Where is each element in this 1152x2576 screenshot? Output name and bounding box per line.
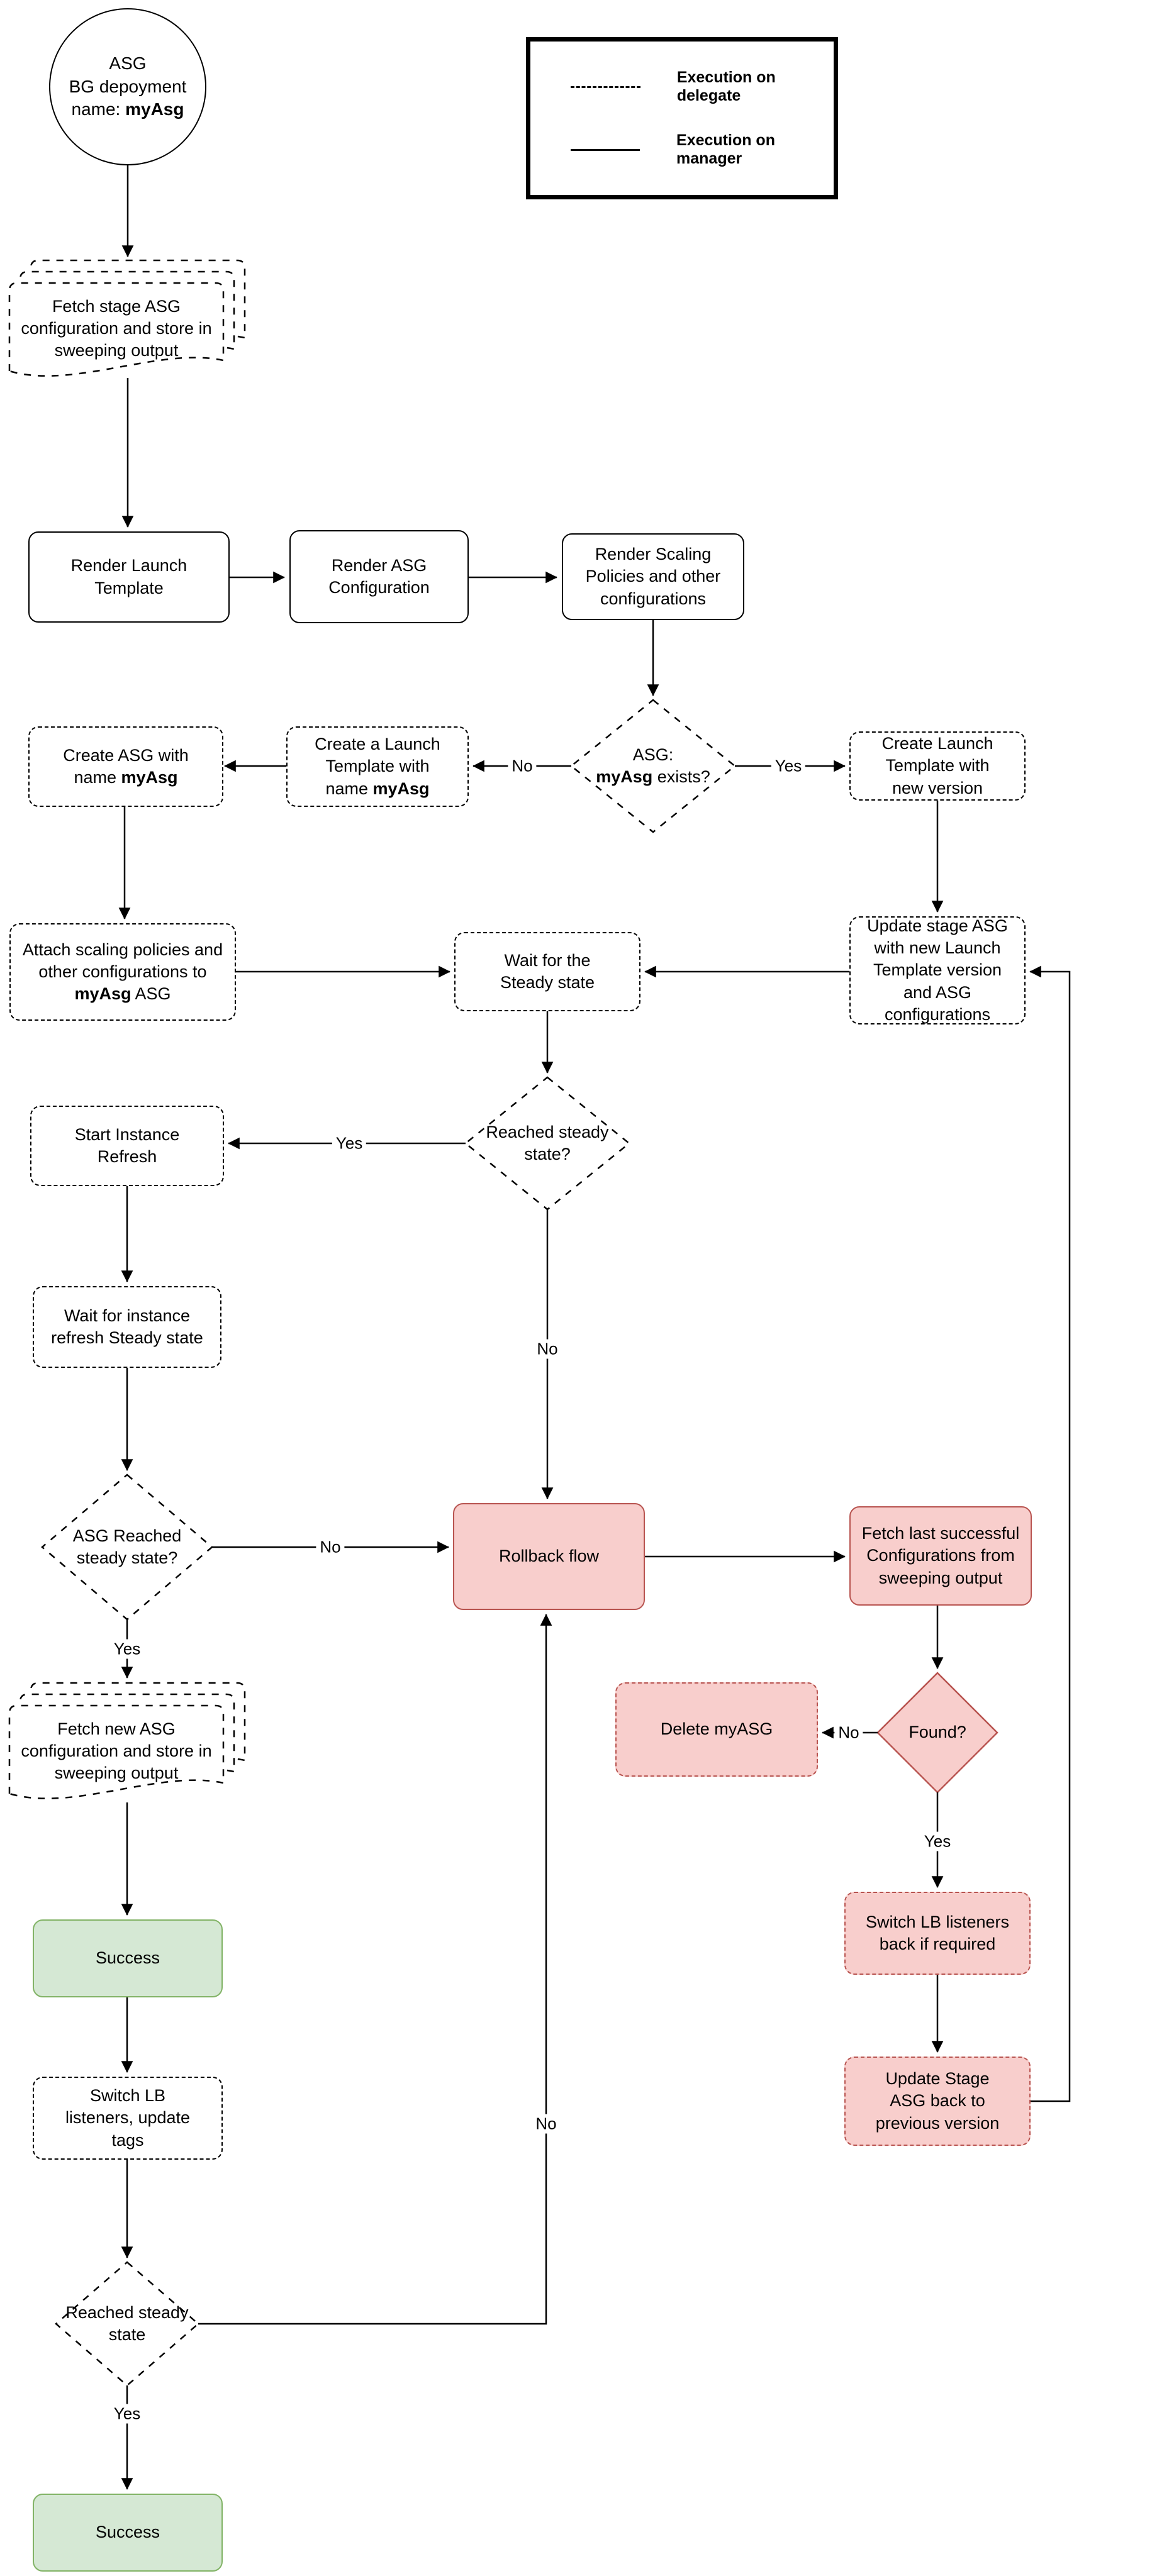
found-label: Found?: [909, 1723, 966, 1742]
node-reached-steady-decision: [478, 1109, 617, 1178]
node-render-scaling-policies: [562, 533, 744, 620]
edge-label-no-reached: No: [533, 1340, 561, 1359]
node-render-asg-configuration: [289, 530, 469, 623]
success-2-label: Success: [95, 2523, 160, 2542]
render-asg-configuration-label: Render ASG Configuration: [328, 555, 430, 597]
start-circle-label: ASG BG depoyment name: myAsg: [69, 53, 187, 119]
delete-myasg-label: Delete myASG: [660, 1719, 773, 1739]
node-fetch-new-config: [16, 1712, 217, 1790]
reached-steady-label: Reached steady state?: [486, 1122, 609, 1163]
node-switch-lb-back: [844, 1892, 1031, 1975]
reached-steady-2-label: Reached steady state: [65, 2302, 189, 2344]
create-asg-myasg-label: Create ASG with name myAsg: [63, 745, 189, 787]
node-fetch-last-successful: [849, 1506, 1032, 1606]
solid-line-sample: [571, 149, 640, 151]
node-start-instance-refresh: [30, 1106, 224, 1186]
wait-instance-refresh-label: Wait for instance refresh Steady state: [51, 1306, 203, 1347]
render-scaling-policies-label: Render Scaling Policies and other configurations: [585, 545, 721, 608]
node-asg-exists-decision: [584, 731, 722, 801]
node-wait-steady-state: [454, 932, 640, 1011]
asg-exists-label: ASG: myAsg exists?: [596, 745, 710, 786]
node-rollback-flow: [453, 1503, 645, 1610]
edge-label-no-exists: No: [508, 757, 536, 776]
fetch-stage-config-label: Fetch stage ASG configuration and store in sweeping output: [21, 296, 212, 360]
legend-item-delegate: [571, 69, 834, 105]
create-launch-template-myasg-label: Create a Launch Template with name myAsg: [315, 735, 440, 798]
edge-label-no-asg-reached: No: [316, 1538, 344, 1557]
edge-reached2-no-to-rollback: [198, 1614, 546, 2324]
edge-label-no-reached2: No: [532, 2114, 560, 2134]
legend-box: [526, 37, 838, 199]
update-stage-back-label: Update Stage ASG back to previous version: [875, 2069, 1000, 2133]
rollback-flow-label: Rollback flow: [498, 1546, 600, 1566]
node-asg-reached-decision: [58, 1513, 196, 1582]
switch-lb-back-label: Switch LB listeners back if required: [865, 1912, 1010, 1953]
dashed-line-sample: [571, 86, 640, 88]
node-fetch-stage-config: [16, 289, 217, 368]
legend-label: Execution on manager: [676, 131, 775, 167]
wait-steady-state-label: Wait for the Steady state: [500, 950, 595, 992]
node-success-2: [33, 2494, 223, 2572]
node-create-launch-template-new: [849, 731, 1026, 801]
switch-lb-tags-label: Switch LB listeners, update tags: [65, 2086, 191, 2150]
edge-label-yes-reached2: Yes: [110, 2404, 144, 2424]
edge-label-yes-exists: Yes: [771, 757, 805, 776]
edge-update-back-loop: [1030, 972, 1070, 2101]
node-success-1: [33, 1919, 223, 1997]
success-1-label: Success: [95, 1948, 160, 1968]
create-launch-template-new-label: Create Launch Template with new version: [881, 734, 993, 797]
edge-label-yes-reached: Yes: [332, 1134, 366, 1153]
node-attach-scaling-policies: [9, 923, 236, 1021]
node-start-circle: [49, 8, 206, 165]
update-stage-asg-label: Update stage ASG with new Launch Template version and ASG configurations: [867, 916, 1008, 1024]
legend-item-manager: [571, 131, 834, 168]
fetch-new-config-label: Fetch new ASG configuration and store in sweeping output: [21, 1719, 212, 1783]
legend-label: Execution on delegate: [676, 69, 776, 104]
node-found-decision: [881, 1714, 994, 1752]
node-reached-steady-2-decision: [61, 2289, 193, 2358]
edge-label-yes-asg-reached: Yes: [110, 1640, 144, 1659]
render-launch-template-label: Render Launch Template: [70, 556, 187, 597]
node-create-launch-template-myasg: [286, 726, 469, 807]
node-switch-lb-tags: [33, 2077, 223, 2160]
fetch-last-successful-label: Fetch last successful Configurations from sweeping output: [861, 1524, 1020, 1587]
node-update-stage-back: [844, 2057, 1031, 2146]
node-create-asg-myasg: [28, 726, 223, 807]
attach-scaling-policies-label: Attach scaling policies and other configurations to myAsg ASG: [22, 940, 223, 1004]
start-instance-refresh-label: Start Instance Refresh: [74, 1124, 180, 1166]
node-render-launch-template: [28, 531, 230, 623]
edge-label-no-found: No: [834, 1723, 863, 1743]
node-update-stage-asg: [849, 916, 1026, 1024]
node-wait-instance-refresh: [33, 1286, 221, 1368]
asg-reached-label: ASG Reached steady state?: [72, 1526, 182, 1567]
edge-label-yes-found: Yes: [920, 1832, 954, 1852]
node-delete-myasg: [615, 1682, 818, 1777]
